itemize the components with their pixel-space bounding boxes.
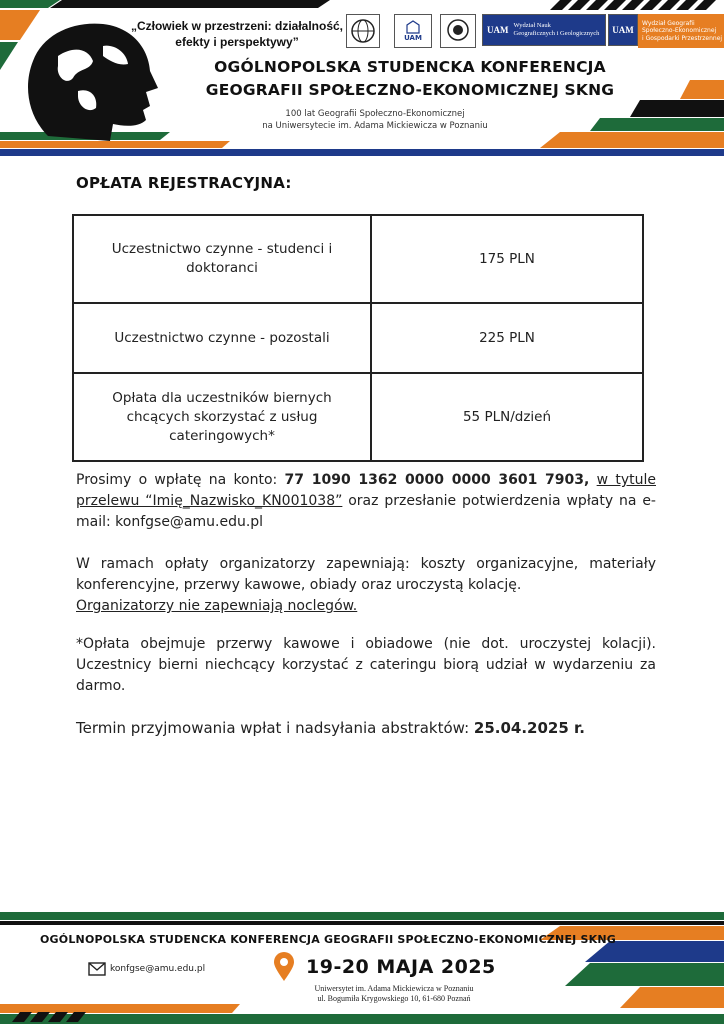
transfer-title: w tytule przelewu “Imię_Nazwisko_KN001038” bbox=[76, 472, 656, 509]
envelope-icon bbox=[88, 960, 106, 976]
logo-uam-1 bbox=[394, 14, 432, 48]
logo-wngig-uam: UAM bbox=[487, 25, 509, 35]
logo-uam-1-text: UAM bbox=[404, 34, 422, 42]
payment-intro: Prosimy o wpłatę na konto: bbox=[76, 472, 285, 488]
conference-title bbox=[175, 56, 645, 102]
includes-text: W ramach opłaty organizatorzy zapewniają: koszty organizacyjne, materiały konferencyjne, przerwy kawowe, obiady oraz uroczystą kolację. bbox=[76, 556, 656, 593]
payment-paragraph bbox=[76, 470, 656, 533]
conference-slogan bbox=[122, 18, 352, 50]
deadline-label: Termin przyjmowania wpłat i nadsyłania abstraktów: bbox=[76, 719, 474, 737]
logo-wgseigp-line-3: i Gospodarki Przestrzennej bbox=[642, 34, 723, 42]
address-line-1: Uniwersytet im. Adama Mickiewicza w Poznaniu bbox=[314, 984, 474, 993]
table-row bbox=[73, 215, 643, 303]
logo-wgseigp-line-2: Społeczno-Ekonomicznej bbox=[642, 27, 717, 35]
fee-price: 225 PLN bbox=[371, 303, 643, 373]
logo-wngig-name bbox=[514, 22, 600, 38]
footer-title: OGÓLNOPOLSKA STUDENCKA KONFERENCJA GEOGRAFII SPOŁECZNO-EKONOMICZNEJ SKNG bbox=[40, 933, 616, 946]
deadline-date: 25.04.2025 r. bbox=[473, 719, 585, 737]
logo-wngig-line-1: Wydział Nauk bbox=[513, 22, 551, 29]
section-heading: OPŁATA REJESTRACYJNA: bbox=[76, 174, 292, 192]
fee-label: Uczestnictwo czynne - pozostali bbox=[73, 303, 371, 373]
payment-space bbox=[589, 472, 596, 488]
deadline-line bbox=[76, 718, 656, 739]
crest-icon bbox=[405, 20, 421, 34]
bank-account-number: 77 1090 1362 0000 0000 3601 7903, bbox=[284, 472, 590, 488]
slogan-line-2: efekty i perspektywy” bbox=[175, 35, 299, 49]
seal-icon bbox=[446, 18, 470, 44]
address-line-2: ul. Bogumiła Krygowskiego 10, 61-680 Poznań bbox=[317, 994, 471, 1003]
title-line-1: OGÓLNOPOLSKA STUDENCKA KONFERENCJA bbox=[214, 58, 606, 76]
logo-uam-4-text: UAM bbox=[612, 25, 634, 35]
logo-wngig bbox=[482, 14, 606, 46]
catering-footnote: *Opłata obejmuje przerwy kawowe i obiadowe (nie dot. uroczystej kolacji). Uczestnicy bierni niechcący korzystać z cateringu biorą udział w wydarzeniu za darmo. bbox=[76, 636, 656, 694]
slogan-line-1: „Człowiek w przestrzeni: działalność, bbox=[130, 19, 344, 33]
table-row bbox=[73, 303, 643, 373]
table-row bbox=[73, 373, 643, 461]
logo-wngig-line-2: Geograficznych i Geologicznych bbox=[513, 30, 600, 37]
logo-wgseigp-line-1: Wydział Geografii bbox=[642, 19, 695, 27]
fee-label: Uczestnictwo czynne - studenci i doktoranci bbox=[73, 215, 371, 303]
logo-wgseigp bbox=[638, 14, 724, 48]
payment-outro: oraz przesłanie potwierdzenia wpłaty na e-mail: konfgse@amu.edu.pl bbox=[76, 493, 656, 530]
location-pin-icon bbox=[272, 952, 296, 982]
conference-subtitle bbox=[240, 108, 510, 132]
logo-uam-4 bbox=[608, 14, 638, 46]
fee-price: 55 PLN/dzień bbox=[371, 373, 643, 461]
includes-paragraph bbox=[76, 554, 656, 617]
globe-icon bbox=[350, 18, 376, 44]
footer-date: 19-20 MAJA 2025 bbox=[306, 956, 496, 978]
no-accommodation-note: Organizatorzy nie zapewniają noclegów. bbox=[76, 598, 358, 614]
subtitle-line-1: 100 lat Geografii Społeczno-Ekonomicznej bbox=[285, 109, 465, 119]
footer-email[interactable]: konfgse@amu.edu.pl bbox=[110, 964, 206, 974]
fee-label: Opłata dla uczestników biernych chcących skorzystać z usług cateringowych* bbox=[73, 373, 371, 461]
fees-table bbox=[72, 214, 644, 462]
subtitle-line-2: na Uniwersytecie im. Adama Mickiewicza w Poznaniu bbox=[262, 121, 488, 131]
logo-skng bbox=[346, 14, 380, 48]
title-line-2: GEOGRAFII SPOŁECZNO-EKONOMICZNEJ SKNG bbox=[205, 81, 615, 99]
footer-address bbox=[284, 984, 504, 1004]
fee-price: 175 PLN bbox=[371, 215, 643, 303]
logo-uam-2 bbox=[440, 14, 476, 48]
